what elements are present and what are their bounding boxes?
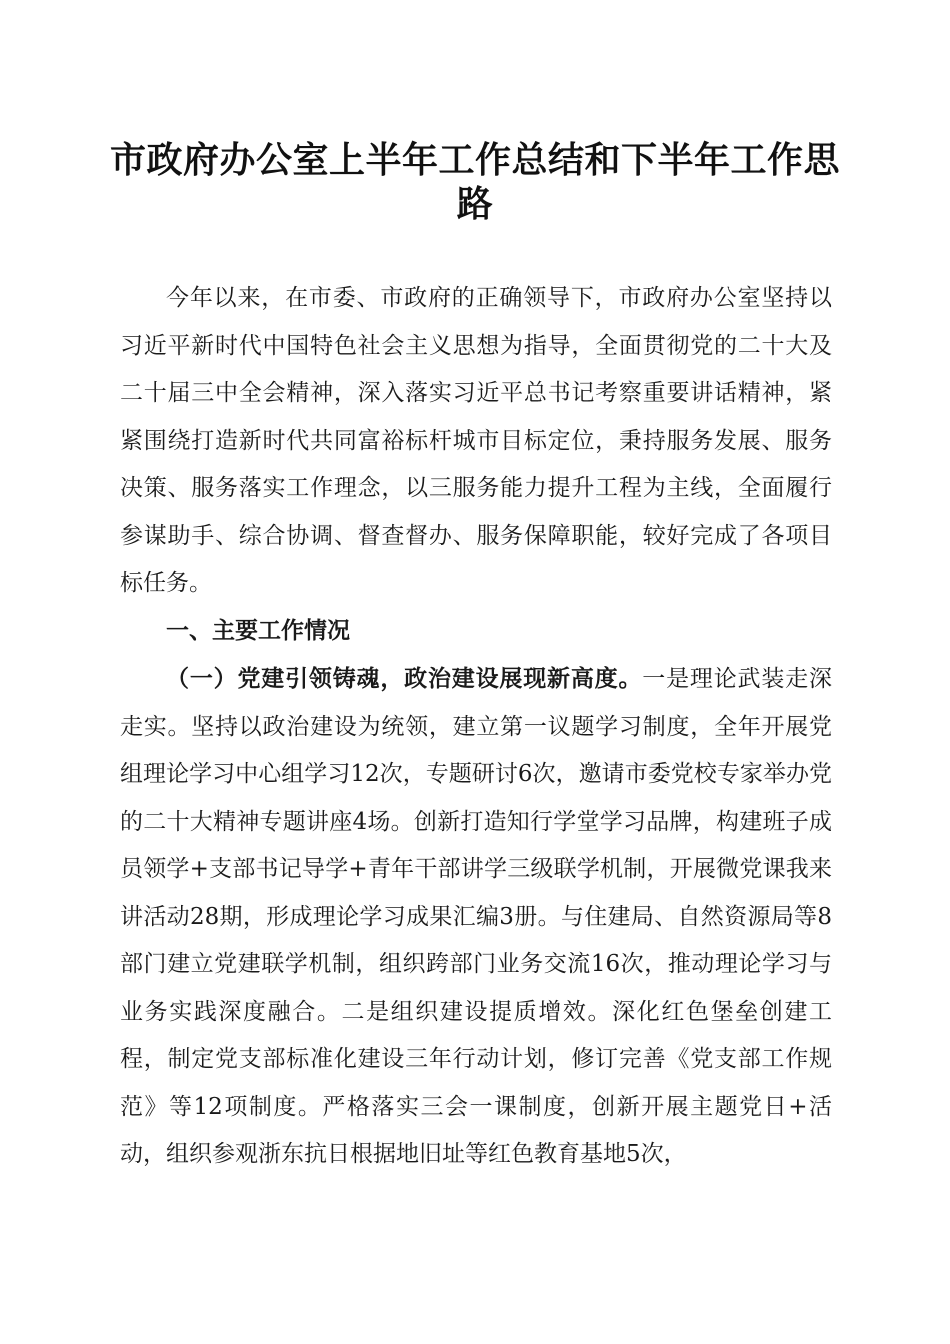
subsection-lead: （一）党建引领铸魂，政治建设展现新高度。 bbox=[166, 665, 643, 692]
document-title: 市政府办公室上半年工作总结和下半年工作思路 bbox=[110, 139, 841, 225]
subsection-paragraph-party-building bbox=[120, 655, 832, 1179]
document-body bbox=[120, 275, 832, 1179]
subsection-text: 一是理论武装走深走实。坚持以政治建设为统领，建立第一议题学习制度，全年开展党组理论学习中心组学习12次，专题研讨6次，邀请市委党校专家举办党的二十大精神专题讲座4场。创新打造知行学堂学习品牌，构建班子成员领学+支部书记导学+青年干部讲学三级联学机制，开展微党课我来讲活动28期，形成理论学习成果汇编3册。与住建局、自然资源局等8部门建立党建联学机制，组织跨部门业务交流16次，推动理论学习与业务实践深度融合。二是组织建设提质增效。深化红色堡垒创建工程，制定党支部标准化建设三年行动计划，修订完善《党支部工作规范》等12项制度。严格落实三会一课制度，创新开展主题党日+活动，组织参观浙东抗日根据地旧址等红色教育基地5次， bbox=[120, 666, 833, 1167]
section-heading-main-work: 一、主要工作情况 bbox=[166, 617, 350, 644]
intro-paragraph: 今年以来，在市委、市政府的正确领导下，市政府办公室坚持以习近平新时代中国特色社会主义思想为指导，全面贯彻党的二十大及二十届三中全会精神，深入落实习近平总书记考察重要讲话精神，紧紧围绕打造新时代共同富裕标杆城市目标定位，秉持服务发展、服务决策、服务落实工作理念，以三服务能力提升工程为主线，全面履行参谋助手、综合协调、督查督办、服务保障职能，较好完成了各项目标任务。 bbox=[120, 285, 832, 596]
